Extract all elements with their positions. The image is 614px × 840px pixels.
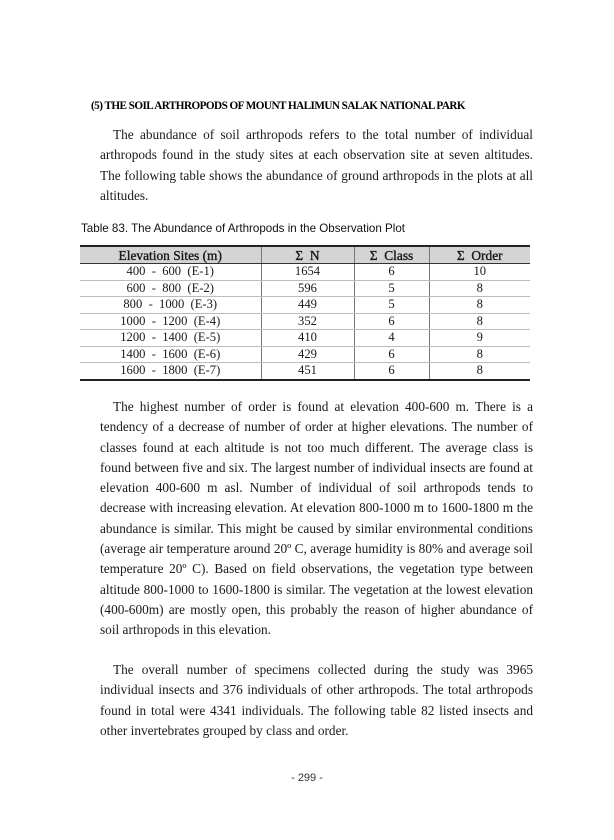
table-row — [80, 346, 530, 363]
cell-elevation: 800 - 1000 (E-3) — [80, 297, 261, 314]
cell-class: 5 — [354, 297, 429, 314]
table-caption: Table 83. The Abundance of Arthropods in the Observation Plot — [81, 222, 405, 235]
table-row — [80, 297, 530, 314]
cell-class: 6 — [354, 346, 429, 363]
cell-elevation: 1200 - 1400 (E-5) — [80, 330, 261, 347]
cell-order: 8 — [429, 313, 530, 330]
cell-class: 6 — [354, 363, 429, 380]
cell-elevation: 1400 - 1600 (E-6) — [80, 346, 261, 363]
paragraph-intro: The abundance of soil arthropods refers to the total number of individual arthropods found in the study sites at each observation site at seven altitudes. The following table shows the abundance of ground arthropods in the plots at all altitudes. — [100, 127, 533, 203]
cell-n: 1654 — [261, 264, 354, 281]
page-number: - 299 - — [291, 772, 323, 784]
paragraph-summary: The overall number of specimens collected during the study was 3965 individual insects and 376 individuals of other arthropods. The total arthropods found in total were 4341 individuals. The following table 82 listed insects and other invertebrates grouped by class and order. — [100, 662, 533, 738]
table-row — [80, 264, 530, 281]
cell-order: 10 — [429, 264, 530, 281]
table-row — [80, 280, 530, 297]
cell-class: 5 — [354, 280, 429, 297]
cell-order: 8 — [429, 363, 530, 380]
cell-class: 6 — [354, 264, 429, 281]
cell-order: 8 — [429, 346, 530, 363]
cell-class: 4 — [354, 330, 429, 347]
header-sum-order: Σ Order — [429, 246, 530, 264]
paragraph-discussion: The highest number of order is found at elevation 400-600 m. There is a tendency of a decrease of number of order at higher elevations. The number of classes found at each altitude is not too much different. The average class is found between five and six. The largest number of individual insects are found at elevation 400-600 m asl. Number of individual of soil arthropods tends to decrease with increasing elevation. At elevation 800-1000 m to 1600-1800 m the abundance is similar. This might be caused by similar environmental conditions (average air temperature around 20º C, average humidity is 80% and average soil temperature 20º C). Based on field observations, the vegetation type between altitude 800-1000 to 1600-1800 is similar. The vegetation at the lowest elevation (400-600m) are mostly open, this probably the reason of higher abundance of soil arthropods in this elevation. — [100, 399, 533, 638]
abundance-table — [80, 245, 530, 381]
section-heading: (5) THE SOIL ARTHROPODS OF MOUNT HALIMUN SALAK NATIONAL PARK — [91, 100, 466, 112]
table-row — [80, 363, 530, 380]
table-row — [80, 330, 530, 347]
cell-n: 429 — [261, 346, 354, 363]
cell-elevation: 1600 - 1800 (E-7) — [80, 363, 261, 380]
cell-n: 449 — [261, 297, 354, 314]
cell-order: 9 — [429, 330, 530, 347]
cell-n: 451 — [261, 363, 354, 380]
header-sum-n: Σ N — [261, 246, 354, 264]
cell-order: 8 — [429, 297, 530, 314]
cell-class: 6 — [354, 313, 429, 330]
cell-n: 352 — [261, 313, 354, 330]
cell-order: 8 — [429, 280, 530, 297]
header-elevation-sites: Elevation Sites (m) — [80, 246, 261, 264]
header-sum-class: Σ Class — [354, 246, 429, 264]
table-header-row — [80, 246, 530, 264]
table-row — [80, 313, 530, 330]
cell-n: 410 — [261, 330, 354, 347]
cell-elevation: 600 - 800 (E-2) — [80, 280, 261, 297]
cell-n: 596 — [261, 280, 354, 297]
cell-elevation: 400 - 600 (E-1) — [80, 264, 261, 281]
cell-elevation: 1000 - 1200 (E-4) — [80, 313, 261, 330]
